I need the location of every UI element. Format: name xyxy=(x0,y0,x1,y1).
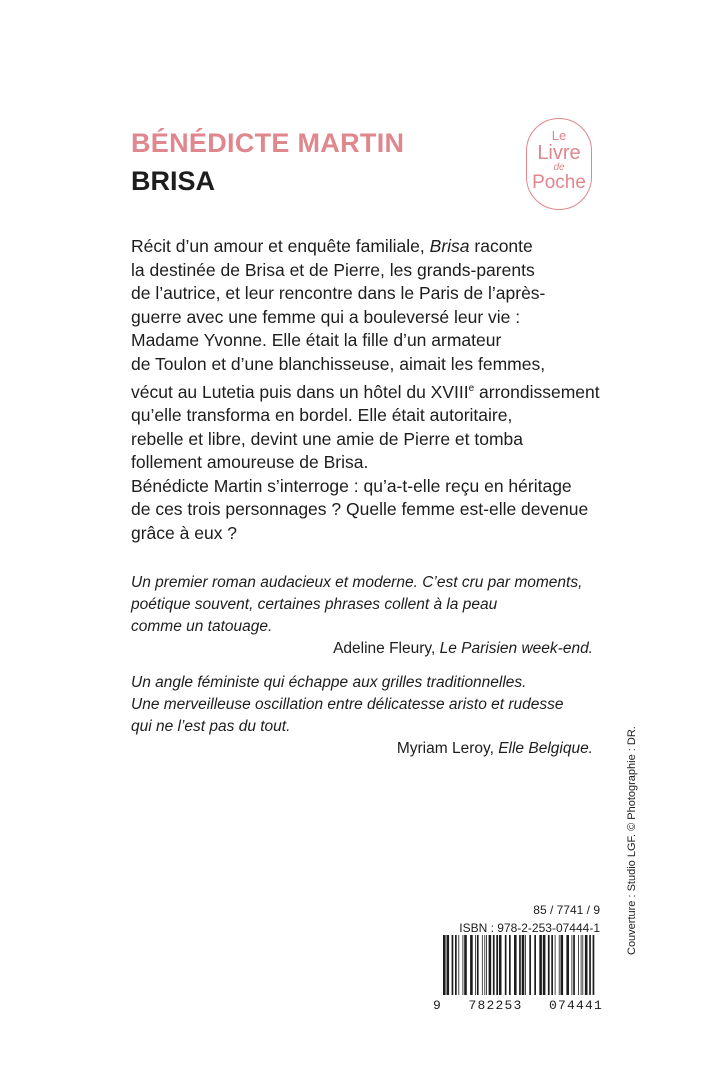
quote-line: Une merveilleuse oscillation entre délicatesse aristo et rudesse xyxy=(131,696,564,713)
summary-line: de ces trois personnages ? Quelle femme est-elle devenue xyxy=(131,499,589,520)
photo-credit: Couverture : Studio LGF. © Photographie : DR. xyxy=(626,726,638,955)
barcode-bar xyxy=(582,935,583,995)
barcode-bar xyxy=(525,935,526,995)
barcode-bar xyxy=(477,935,479,995)
barcode-bar xyxy=(482,935,483,995)
barcode-bar xyxy=(566,935,569,995)
summary-line: guerre avec une femme qui a bouleversé leur vie : xyxy=(131,306,521,327)
book-title: BRISA xyxy=(131,166,216,196)
barcode-bar xyxy=(443,935,446,995)
summary-line: follement amoureuse de Brisa. xyxy=(131,452,369,473)
quote-publication: Le Parisien week-end. xyxy=(439,640,593,657)
logo-line-3: de xyxy=(553,162,565,173)
logo-line-4: Poche xyxy=(532,172,586,193)
quote-publication: Elle Belgique. xyxy=(498,740,593,757)
barcode-bar xyxy=(455,935,457,995)
barcode xyxy=(433,935,603,995)
barcode-bar xyxy=(509,935,511,995)
barcode-bar xyxy=(452,935,454,995)
quote-author: Myriam Leroy, xyxy=(396,740,499,757)
quote-source xyxy=(131,738,593,760)
summary-line: grâce à eux ? xyxy=(131,522,238,543)
barcode-digit-group: 782253 xyxy=(468,998,523,1013)
barcode-bar xyxy=(555,935,556,995)
summary-line: la destinée de Brisa et de Pierre, les grands-parents xyxy=(131,259,535,280)
summary-text xyxy=(131,235,601,546)
barcode-bar xyxy=(529,935,531,995)
quote-line: Un premier roman audacieux et moderne. C’est cru par moments, xyxy=(131,574,583,591)
review-quote-2 xyxy=(131,672,593,760)
barcode-bar xyxy=(559,935,560,995)
barcode-bar xyxy=(543,935,546,995)
barcode-digits xyxy=(433,998,603,1013)
summary-line: Récit d’un amour et enquête familiale, Brisa raconte xyxy=(131,236,533,256)
barcode-bar xyxy=(539,935,542,995)
barcode-bar xyxy=(573,935,575,995)
barcode-digit-group: 074441 xyxy=(548,998,603,1013)
barcode-bar xyxy=(578,935,579,995)
product-codes xyxy=(430,901,600,937)
barcode-bar xyxy=(496,935,498,995)
barcode-bar xyxy=(475,935,476,995)
summary-line: qu’elle transforma en bordel. Elle était autoritaire, xyxy=(131,404,513,425)
barcode-bar xyxy=(514,935,517,995)
logo-line-1: Le xyxy=(551,128,567,143)
quote-author: Adeline Fleury, xyxy=(333,640,440,657)
summary-line: Madame Yvonne. Elle était la fille d’un armateur xyxy=(131,330,502,351)
quote-line: comme un tatouage. xyxy=(131,618,273,635)
barcode-bar xyxy=(447,935,450,995)
barcode-bar xyxy=(522,935,525,995)
barcode-bar xyxy=(486,935,487,995)
logo-line-2: Livre xyxy=(537,142,581,164)
barcode-bar xyxy=(572,935,573,995)
quote-line: qui ne l’est pas du tout. xyxy=(131,718,291,735)
summary-line: Bénédicte Martin s’interroge : qu’a-t-elle reçu en héritage xyxy=(131,475,572,496)
barcode-bar xyxy=(470,935,473,995)
barcode-digit-group: 9 xyxy=(433,998,443,1013)
quote-line: Un angle féministe qui échappe aux grilles traditionnelles. xyxy=(131,674,527,691)
barcode-bar xyxy=(593,935,595,995)
barcode-bar xyxy=(463,935,464,995)
barcode-bar xyxy=(489,935,492,995)
barcode-bar xyxy=(585,935,588,995)
barcode-bar xyxy=(464,935,467,995)
barcode-bar xyxy=(581,935,582,995)
barcode-bar xyxy=(499,935,502,995)
barcode-bar xyxy=(519,935,521,995)
publisher-logo xyxy=(526,118,592,210)
author-name: BÉNÉDICTE MARTIN xyxy=(131,128,405,158)
summary-line: vécut au Lutetia puis dans un hôtel du XVIIIe arrondissement xyxy=(131,381,600,402)
barcode-bar xyxy=(493,935,495,995)
barcode-bar xyxy=(561,935,564,995)
barcode-bar xyxy=(534,935,536,995)
barcode-bar xyxy=(484,935,485,995)
review-quote-1 xyxy=(131,572,593,660)
barcode-bar xyxy=(551,935,553,995)
quote-line: poétique souvent, certaines phrases collent à la peau xyxy=(131,596,498,613)
reference-number: 85 / 7741 / 9 xyxy=(533,903,600,917)
summary-line: de l’autrice, et leur rencontre dans le Paris de l’après- xyxy=(131,283,546,304)
summary-line: de Toulon et d’une blanchisseuse, aimait les femmes, xyxy=(131,353,546,374)
quote-source xyxy=(131,638,593,660)
isbn: ISBN : 978-2-253-07444-1 xyxy=(459,921,600,935)
barcode-bar xyxy=(458,935,459,995)
barcode-bar xyxy=(548,935,550,995)
summary-line: rebelle et libre, devint une amie de Pierre et tomba xyxy=(131,428,524,449)
barcode-bar xyxy=(505,935,507,995)
barcode-bar xyxy=(589,935,591,995)
